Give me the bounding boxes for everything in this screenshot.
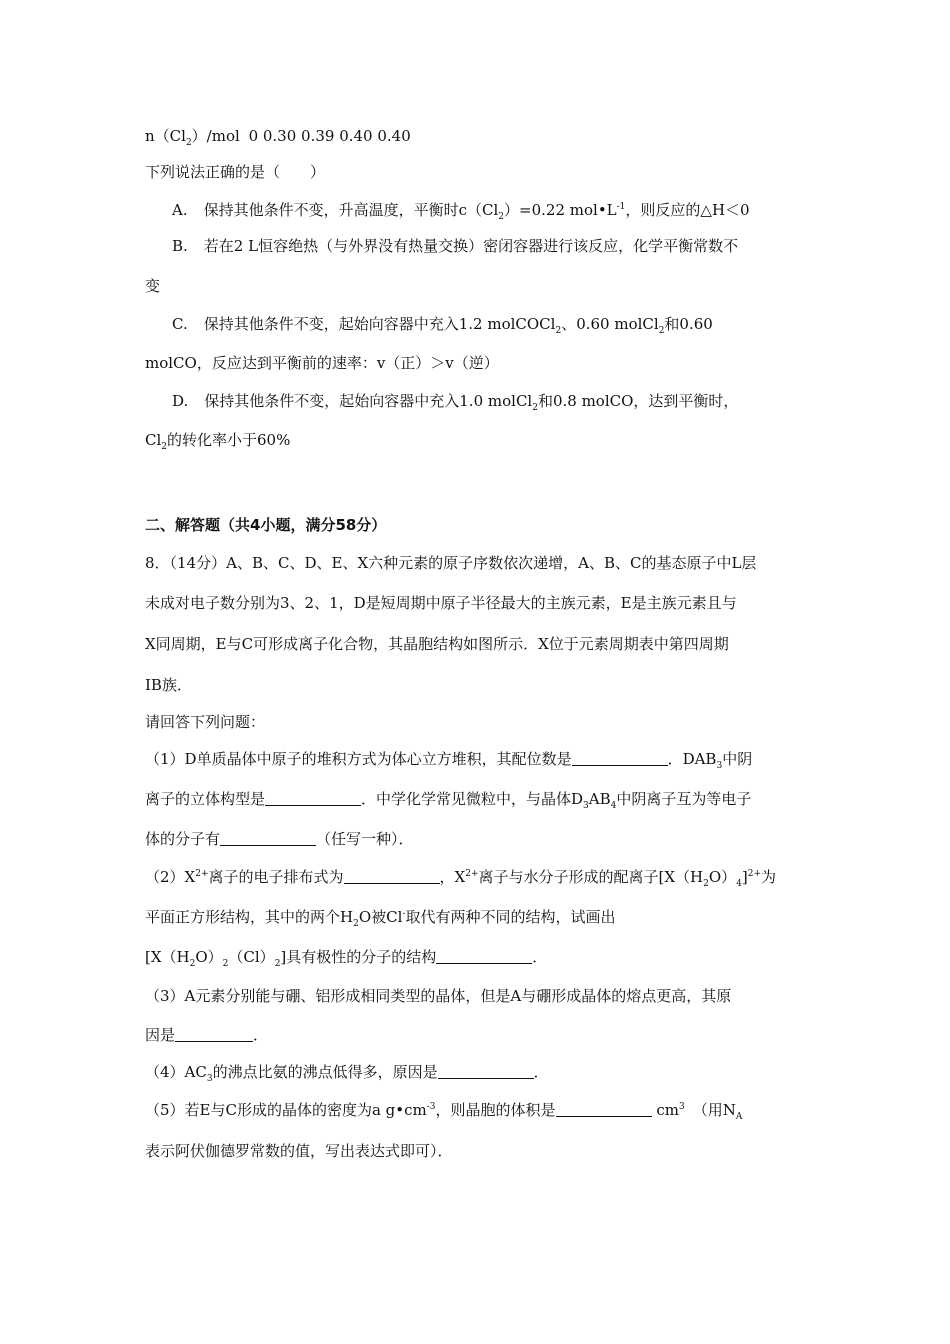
answer-blank[interactable]: [572, 751, 668, 766]
option-d-letter: D.: [172, 392, 189, 410]
option-a-text-2: ）=0.22 mol•L: [504, 201, 617, 219]
p1-text-g: 体的分子有: [145, 830, 221, 848]
option-c-text-1: 保持其他条件不变，起始向容器中充入1.2 molCOCl: [203, 315, 556, 333]
p1-sub-e1: 3: [583, 801, 589, 811]
p2-sub-d: 2: [703, 879, 709, 889]
p2-text-e: O）: [708, 868, 737, 886]
q8-part2-line1: [145, 867, 776, 887]
answer-blank[interactable]: [438, 1064, 534, 1079]
answer-blank[interactable]: [556, 1102, 652, 1117]
option-c-text-3: 和0.60: [664, 315, 713, 333]
p1-text-h: （任写一种）．: [316, 830, 414, 848]
q8-stem-4: ⅠB族．: [145, 676, 192, 694]
q8-stem-2: 未成对电子数分别为3、2、1，D是短周期中原子半径最大的主族元素，E是主族元素且与: [145, 594, 737, 612]
p2-text-o: ．: [532, 948, 548, 966]
p1-text-e: ．中学化学常见微粒中，与晶体D: [361, 790, 584, 808]
q7-option-a: A. 保持其他条件不变，升高温度，平衡时$c(Cl_2)=0.22$ $mol•L^{-1}$，则反应的△H＜0: [172, 201, 750, 222]
answer-blank[interactable]: [175, 1027, 253, 1042]
option-a-text-1: 保持其他条件不变，升高温度，平衡时c（Cl: [203, 201, 499, 219]
q8-part1-line1: [145, 749, 752, 769]
q8-part3-line2: [145, 1025, 268, 1045]
p4-text-b: 的沸点比氨的沸点低得多，原因是: [212, 1063, 438, 1081]
q8-prompt: 请回答下列问题：: [145, 713, 266, 731]
p4-sub-a: 3: [206, 1074, 213, 1084]
p2-sub-e: 4: [736, 879, 742, 889]
q7-option-c-cont: molCO，反应达到平衡前的速率：v（正）＞v（逆）: [145, 354, 499, 372]
option-a-text-3: ，则反应的△H＜0: [625, 201, 750, 219]
p2-text-a: （2）X: [145, 868, 196, 886]
q8-part3-line1: （3）A元素分别能与硼、铝形成相同类型的晶体，但是A与硼形成晶体的熔点更高，其原: [145, 987, 732, 1005]
table-row-n-cl2: [145, 126, 411, 146]
p2-text-h: 平面正方形结构，其中的两个H: [145, 908, 354, 926]
p1-text-c: 中阴: [722, 750, 753, 768]
option-a-letter: A.: [172, 201, 188, 219]
p2-text-n: ]具有极性的分子的结构: [280, 948, 437, 966]
p2-sup-c: 2+: [465, 869, 479, 879]
p5-text-c: cm: [651, 1101, 679, 1119]
q7-prompt: 下列说法正确的是（ ）: [145, 163, 326, 181]
p4-text-c: ．: [533, 1063, 549, 1081]
answer-blank[interactable]: [265, 791, 361, 806]
p2-sub-l: 2: [222, 959, 229, 969]
p2-sub-h: 2: [353, 919, 359, 929]
q8-part1-line3: [145, 829, 414, 849]
section-title: 二、解答题（共4小题，满分58分）: [145, 516, 387, 534]
row-label-tail: ）/mol: [191, 127, 240, 145]
p2-text-f: ]: [741, 868, 748, 886]
p2-text-d: 离子与水分子形成的配离子[X（H: [478, 868, 704, 886]
answer-blank[interactable]: [220, 831, 316, 846]
p2-text-k: [X（H: [145, 948, 190, 966]
p2-text-l: O）: [195, 948, 223, 966]
q8-part4: [145, 1062, 549, 1082]
p1-text-d: 离子的立体构型是: [145, 790, 266, 808]
option-d-text-4: 的转化率小于60%: [167, 431, 291, 449]
p5-sup-c: 3: [678, 1102, 685, 1112]
q7-option-b: [172, 236, 738, 256]
option-c-letter: C.: [172, 315, 188, 333]
p5-text-b: ，则晶胞的体积是: [435, 1101, 556, 1119]
p1-text-e2: AB: [588, 790, 611, 808]
p2-text-g: 为: [761, 868, 777, 886]
row-values: 0 0.30 0.39 0.40 0.40: [248, 127, 411, 145]
q8-stem-1: 8．（14分）A、B、C、D、E、X六种元素的原子序数依次递增，A、B、C的基态原子中L层: [145, 554, 757, 572]
q7-option-d: D. 保持其他条件不变，起始向容器中充入1.0 molCl$_2$和0.8 molCO，达到平衡时，: [172, 392, 739, 413]
p5-sup-a: -3: [426, 1102, 436, 1112]
p2-sub-k: 2: [189, 959, 196, 969]
p3-text-c: ．: [253, 1026, 269, 1044]
option-d-text-1: 保持其他条件不变，起始向容器中充入1.0 molCl: [204, 392, 533, 410]
p1-text-f: 中阴离子互为等电子: [616, 790, 752, 808]
option-d-text-3: Cl: [145, 431, 162, 449]
p2-text-b: 离子的电子排布式为: [208, 868, 344, 886]
option-c-text-2: 、0.60 molCl: [561, 315, 659, 333]
answer-blank[interactable]: [436, 949, 532, 964]
p1-text-b: ．DAB: [667, 750, 717, 768]
p2-sub-m: 2: [274, 959, 281, 969]
p2-text-j: 取代有两种不同的结构，试画出: [405, 908, 616, 926]
p5-sub-d: A: [735, 1112, 743, 1122]
p2-text-c: ，X: [439, 868, 466, 886]
q8-part2-line3: [145, 947, 547, 967]
p2-sup-a: 2+: [195, 869, 209, 879]
q8-part2-line2: [145, 907, 615, 927]
p5-text-a: （5）若E与C形成的晶体的密度为a g•cm: [145, 1101, 427, 1119]
option-b-text-1: 若在2 L恒容绝热（与外界没有热量交换）密闭容器进行该反应，化学平衡常数不: [203, 237, 739, 255]
option-d-text-2: 和0.8 molCO，达到平衡时，: [537, 392, 739, 410]
p2-sup-i: -: [402, 909, 406, 919]
p2-sup-f: 2+: [747, 869, 762, 879]
p1-sub-e2: 4: [610, 801, 617, 811]
q7-option-d-cont: $Cl_2$的转化率小于60%: [145, 431, 291, 452]
p1-text-a: （1）D单质晶体中原子的堆积方式为体心立方堆积，其配位数是: [145, 750, 572, 768]
p2-text-m: （Cl）: [228, 948, 275, 966]
p4-text-a: （4）AC: [145, 1063, 207, 1081]
q8-part5-line1: [145, 1100, 742, 1120]
q7-option-b-cont: 变: [145, 277, 161, 295]
row-label: n（Cl: [145, 127, 186, 145]
q8-part1-line2: [145, 789, 751, 809]
q8-part5-line2: 表示阿伏伽德罗常数的值，写出表达式即可）．: [145, 1142, 453, 1160]
p2-text-i: O被Cl: [358, 908, 403, 926]
q7-option-c: C. 保持其他条件不变，起始向容器中充入1.2 molCOCl$_2$、0.60 molCl$_2$和0.60: [172, 315, 713, 336]
p1-sub-b: 3: [716, 761, 723, 771]
p5-text-d: （用N: [692, 1101, 736, 1119]
option-a-sup: -1: [616, 202, 626, 212]
option-b-letter: B.: [172, 237, 188, 255]
row-label-sub: 2: [185, 138, 192, 148]
q8-stem-3: X同周期，E与C可形成离子化合物，其晶胞结构如图所示．X位于元素周期表中第四周期: [145, 635, 729, 653]
p3-text-b: 因是: [145, 1026, 176, 1044]
answer-blank[interactable]: [344, 869, 440, 884]
